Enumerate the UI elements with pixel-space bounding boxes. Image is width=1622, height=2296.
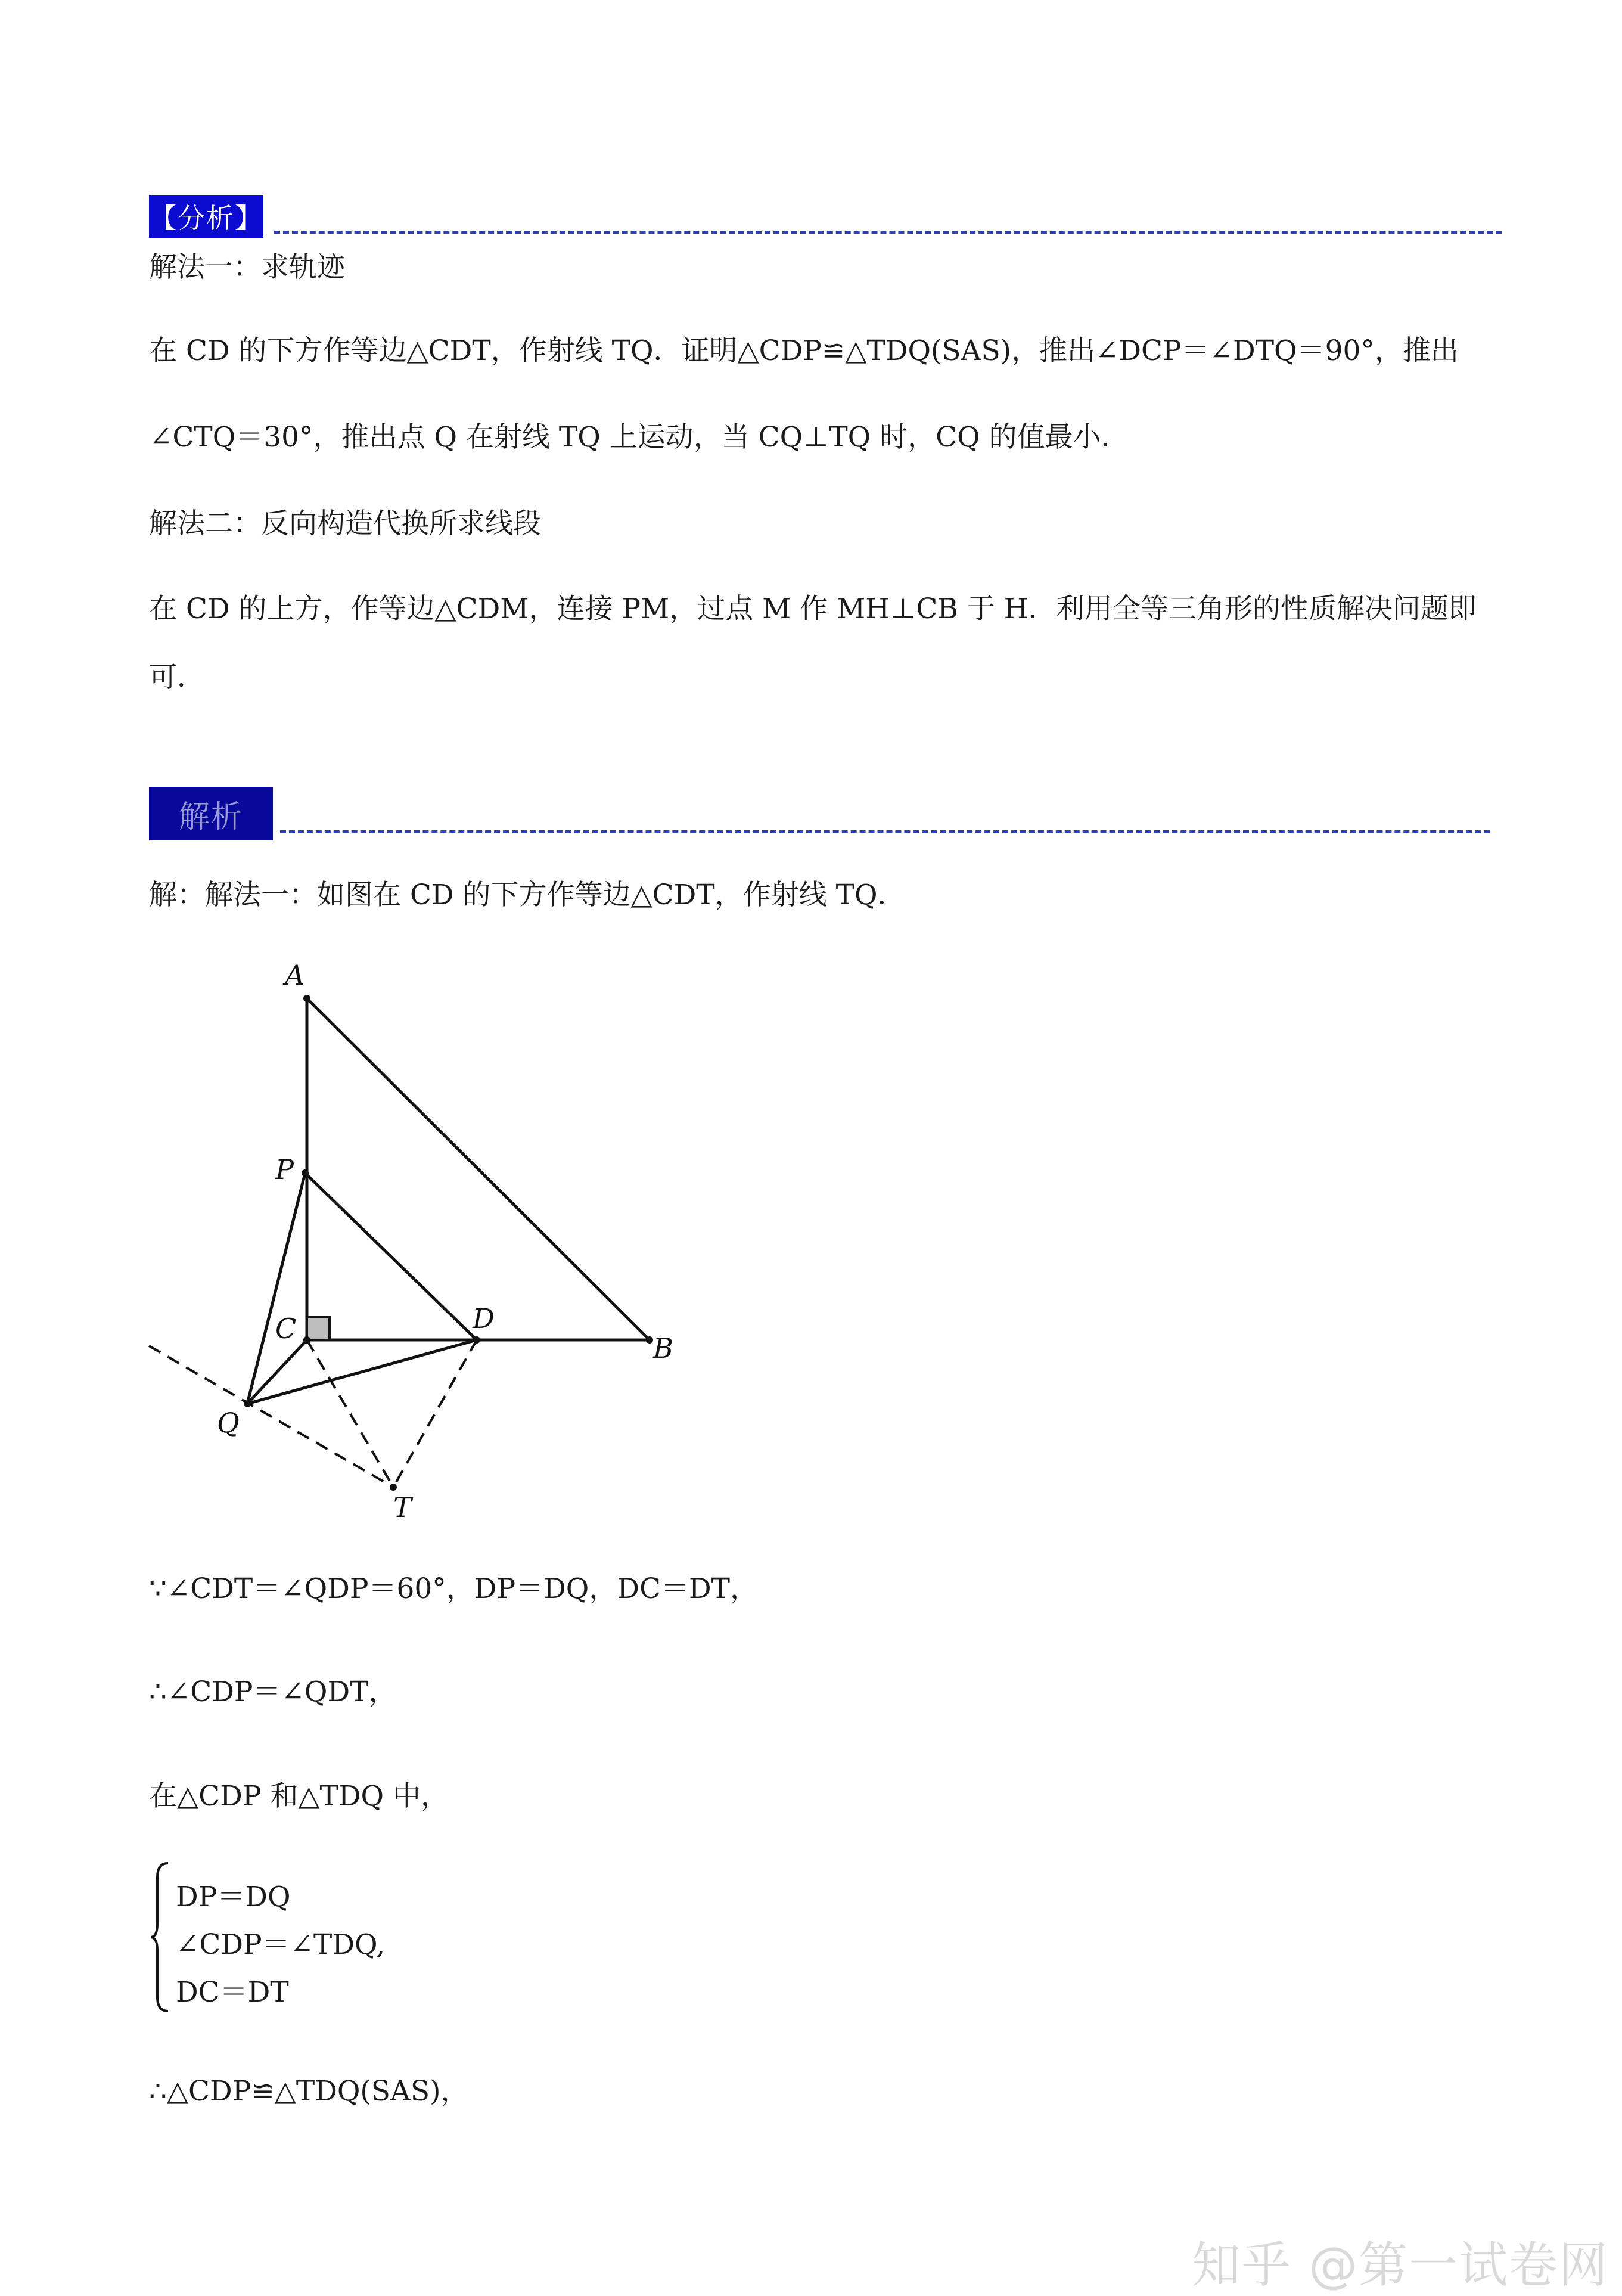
point-B [646, 1336, 653, 1344]
segment-QD [247, 1340, 477, 1404]
analysis-badge: 【分析】 [149, 195, 263, 238]
segment-DT [393, 1340, 477, 1487]
brace-line-3: DC＝DT [176, 1976, 289, 2009]
analysis-line-6: 可． [149, 661, 205, 694]
analysis-line-4: 解法二：反向构造代换所求线段 [149, 507, 541, 540]
label-A: A [285, 959, 305, 991]
point-Q [244, 1400, 251, 1407]
proof-line-2: ∴∠CDP＝∠QDT， [149, 1676, 397, 1708]
analysis-line-2: 在 CD 的下方作等边△CDT，作射线 TQ．证明△CDP≌△TDQ(SAS)，推出∠DCP＝∠DTQ＝90°，推出 [149, 334, 1459, 367]
point-D [473, 1336, 480, 1344]
label-B: B [653, 1332, 673, 1364]
proof-line-4: ∴△CDP≌△TDQ(SAS)， [149, 2075, 469, 2108]
analysis-line-1: 解法一：求轨迹 [149, 251, 345, 284]
solution-intro: 解：解法一：如图在 CD 的下方作等边△CDT，作射线 TQ． [149, 879, 906, 911]
label-P: P [275, 1153, 294, 1186]
point-C [303, 1336, 310, 1344]
right-angle-mark [307, 1317, 330, 1340]
brace-line-1: DP＝DQ [176, 1881, 291, 1913]
label-D: D [473, 1302, 495, 1335]
proof-line-3: 在△CDP 和△TDQ 中， [149, 1780, 449, 1813]
analysis-line-5: 在 CD 的上方，作等边△CDM，连接 PM，过点 M 作 MH⊥CB 于 H．利用全等三角形的性质解决问题即 [149, 592, 1477, 625]
point-A [303, 995, 310, 1002]
point-T [390, 1484, 397, 1491]
point-P [302, 1169, 309, 1177]
proof-line-1: ∵∠CDT＝∠QDP＝60°，DP＝DQ，DC＝DT， [149, 1572, 758, 1605]
segment-CT [307, 1340, 393, 1487]
watermark: 知乎 @第一试卷网 [1192, 2237, 1609, 2294]
label-T: T [393, 1491, 412, 1524]
analysis-line-3: ∠CTQ＝30°，推出点 Q 在射线 TQ 上运动，当 CQ⊥TQ 时，CQ 的值最小． [149, 421, 1129, 454]
ray-TQ [149, 1346, 393, 1487]
brace-system [149, 1860, 507, 2015]
brace-line-2: ∠CDP＝∠TDQ, [176, 1928, 386, 1961]
segment-PD [305, 1173, 477, 1340]
segment-AB [307, 998, 650, 1340]
label-Q: Q [217, 1407, 240, 1439]
segment-PQ [247, 1173, 305, 1404]
left-brace [149, 1860, 173, 2015]
label-C: C [275, 1313, 297, 1345]
solution-badge: 解析 [149, 787, 273, 840]
